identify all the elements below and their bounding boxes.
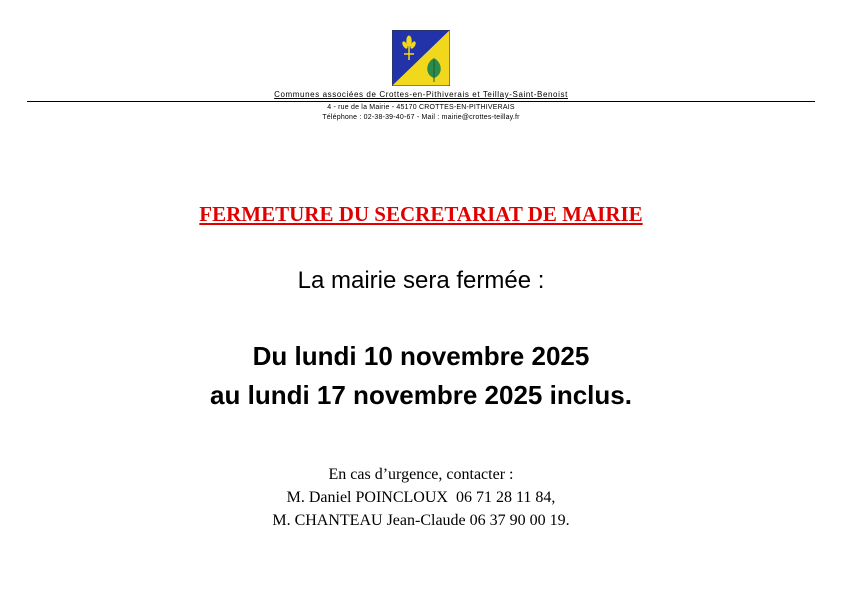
- emergency-intro: En cas d’urgence, contacter :: [328, 466, 514, 483]
- header-divider: [27, 101, 815, 102]
- organization-name: Communes associées de Crottes-en-Pithiverais et Teillay-Saint-Benoist: [274, 90, 568, 99]
- coat-of-arms-logo: [392, 30, 450, 86]
- contact-line: Téléphone : 02-38-39-40-67 - Mail : mairie@crottes-teillay.fr: [322, 114, 520, 121]
- notice-title: FERMETURE DU SECRETARIAT DE MAIRIE: [199, 202, 643, 226]
- date-line-end: au lundi 17 novembre 2025 inclus.: [210, 380, 632, 410]
- emergency-contact-2: M. CHANTEAU Jean-Claude 06 37 90 00 19.: [272, 512, 570, 529]
- emergency-contact-1: M. Daniel POINCLOUX 06 71 28 11 84,: [286, 489, 556, 506]
- address-line: 4 - rue de la Mairie - 45170 CROTTES-EN-PITHIVERAIS: [327, 104, 515, 111]
- date-line-start: Du lundi 10 novembre 2025: [252, 341, 590, 371]
- notice-subtitle: La mairie sera fermée :: [297, 267, 545, 294]
